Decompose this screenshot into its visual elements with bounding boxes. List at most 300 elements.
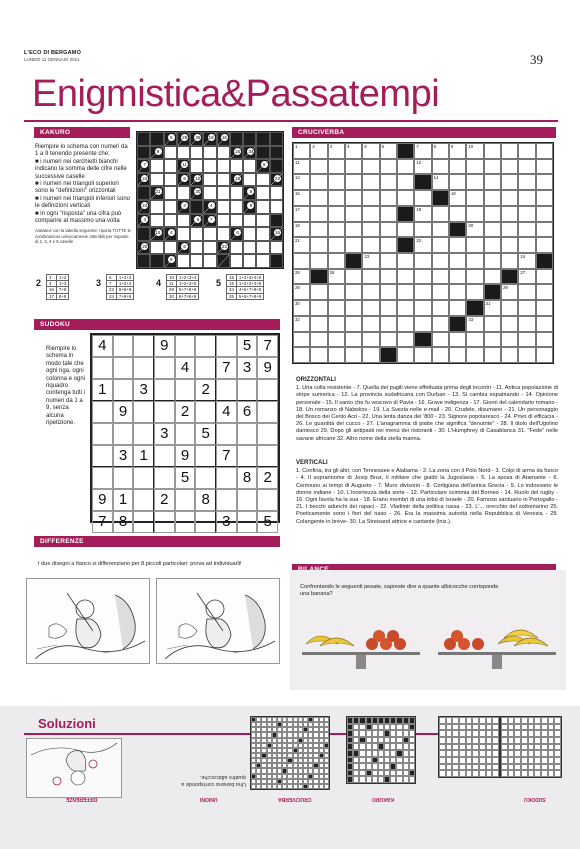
crossword-cell — [536, 143, 553, 159]
crossword-cell — [466, 316, 483, 332]
crossword-cell — [414, 206, 431, 222]
crossword-black-cell — [501, 269, 518, 285]
kakuro-grid — [136, 131, 284, 269]
crossword-black-cell — [397, 143, 414, 159]
solution-cell — [472, 757, 479, 764]
solution-cell — [548, 764, 555, 771]
sudoku-cell — [175, 511, 196, 533]
kakuro-clue-cell — [150, 186, 163, 200]
crossword-black-cell — [449, 222, 466, 238]
crossword-cell — [518, 237, 535, 253]
crossword-cell — [536, 190, 553, 206]
kakuro-clue-number: 16 — [235, 148, 241, 154]
solution-cell — [466, 757, 473, 764]
solution-cell — [452, 770, 459, 777]
solution-cell — [514, 730, 521, 737]
solution-cell — [534, 730, 541, 737]
kakuro-cell — [190, 227, 203, 241]
crossword-black-cell — [397, 206, 414, 222]
kakuro-instruction-line: Riempire lo schema con numeri da 1 a 9 tenendo presente che: — [35, 144, 128, 158]
solution-cell — [439, 764, 446, 771]
crossword-number: 28 — [295, 285, 300, 291]
page-title: Enigmistica&Passatempi — [32, 73, 440, 115]
sudoku-cell — [133, 357, 154, 379]
crossword-cell — [484, 174, 501, 190]
crossword-cell — [328, 300, 345, 316]
differenze-section-header: DIFFERENZE — [34, 536, 280, 547]
kakuro-clue-number: 16 — [274, 230, 280, 236]
solution-cell — [508, 730, 515, 737]
crossword-cell — [345, 300, 362, 316]
crossword-cell — [397, 174, 414, 190]
sudoku-cell: 8 — [195, 489, 216, 511]
kakuro-table-cell: 1+2 — [56, 275, 68, 281]
solution-cell — [459, 744, 466, 751]
crossword-cell — [432, 316, 449, 332]
solution-cell — [446, 770, 453, 777]
kakuro-clue-cell — [256, 146, 269, 160]
crossword-cell — [362, 159, 379, 175]
solution-cell — [479, 764, 486, 771]
crossword-cell — [414, 190, 431, 206]
crossword-cell — [449, 269, 466, 285]
solution-cell — [521, 730, 528, 737]
solution-cell — [514, 757, 521, 764]
solution-cell — [472, 764, 479, 771]
kakuro-clue-cell — [177, 200, 190, 214]
kakuro-clue-cell — [230, 173, 243, 187]
sudoku-cell — [175, 379, 196, 401]
crossword-cell — [536, 174, 553, 190]
solution-cell — [479, 724, 486, 731]
crossword-cell — [518, 174, 535, 190]
kakuro-table-cell: 16 — [47, 287, 57, 293]
solution-cell — [439, 717, 446, 724]
solution-cell — [472, 744, 479, 751]
kakuro-clue-number: 3 — [181, 202, 188, 209]
crossword-grid — [292, 142, 554, 364]
crossword-cell — [345, 206, 362, 222]
crossword-number: 33 — [468, 316, 474, 322]
kakuro-cell — [256, 227, 269, 241]
sudoku-cell: 3 — [154, 423, 175, 445]
crossword-cell — [432, 332, 449, 348]
crossword-cell — [345, 332, 362, 348]
crossword-cell — [501, 316, 518, 332]
scale-right — [438, 630, 556, 669]
solution-cell — [541, 757, 548, 764]
solution-cell — [479, 770, 486, 777]
solution-cell — [514, 717, 521, 724]
crossword-cell — [397, 347, 414, 363]
kakuro-table-cell: 8+9 — [56, 293, 68, 299]
crossword-cell — [345, 222, 362, 238]
kakuro-table-row — [47, 293, 69, 299]
crossword-number: 24 — [520, 254, 526, 259]
crossword-cell — [328, 190, 345, 206]
solution-cell — [472, 737, 479, 744]
crossword-cell — [449, 347, 466, 363]
solution-unioni-text: Una banana corrisponde a quattro albicocche. — [181, 774, 246, 787]
kakuro-cell — [243, 173, 256, 187]
crossword-cell — [397, 300, 414, 316]
kakuro-clue-cell — [177, 132, 190, 146]
crossword-cell — [484, 269, 501, 285]
kakuro-cell — [150, 241, 163, 255]
kakuro-clue-number: 6 — [181, 175, 188, 182]
sudoku-cell: 2 — [195, 379, 216, 401]
solution-cell — [534, 717, 541, 724]
crossword-cell — [328, 174, 345, 190]
crossword-cell — [293, 347, 310, 363]
kakuro-cell — [150, 159, 163, 173]
crossword-cell — [518, 143, 535, 159]
solution-cell — [514, 724, 521, 731]
sudoku-cell: 9 — [154, 335, 175, 357]
solution-cell — [521, 764, 528, 771]
sudoku-cell — [216, 467, 237, 489]
kakuro-clue-cell — [217, 132, 230, 146]
crossword-cell — [414, 237, 431, 253]
crossword-cell — [536, 159, 553, 175]
crossword-cell — [518, 300, 535, 316]
solution-cell — [528, 764, 535, 771]
crossword-cell — [310, 190, 327, 206]
solution-cell — [466, 744, 473, 751]
sudoku-cell — [133, 335, 154, 357]
sudoku-cell — [216, 489, 237, 511]
kakuro-clue-number: 29 — [182, 135, 188, 140]
solution-cell — [492, 744, 499, 751]
kakuro-clue-cell — [137, 132, 150, 146]
crossword-cell — [466, 159, 483, 175]
solution-cell — [554, 730, 561, 737]
solution-cell — [486, 737, 493, 744]
kakuro-clue-cell — [137, 254, 150, 268]
kakuro-table-row — [227, 281, 264, 287]
solution-cell — [492, 750, 499, 757]
solution-cell — [466, 737, 473, 744]
crossword-cell — [328, 143, 345, 159]
solution-cell — [409, 717, 415, 724]
crossword-black-cell — [536, 253, 553, 269]
crossword-number: 30 — [295, 301, 300, 307]
crossword-cell — [466, 332, 483, 348]
crossword-number: 29 — [503, 285, 508, 291]
sudoku-cell: 3 — [113, 445, 134, 467]
solution-cell — [459, 764, 466, 771]
kakuro-clue-cell — [177, 173, 190, 187]
kakuro-clue-number: 6 — [247, 188, 254, 195]
crossword-cell — [310, 237, 327, 253]
kakuro-cell — [230, 200, 243, 214]
solution-cell — [459, 724, 466, 731]
crossword-cell — [518, 269, 535, 285]
kakuro-clue-cell — [270, 132, 283, 146]
solution-cell — [508, 724, 515, 731]
solution-cell — [479, 757, 486, 764]
kakuro-clue-cell — [190, 173, 203, 187]
solution-cell — [459, 730, 466, 737]
kakuro-table-cell: 3 — [47, 275, 57, 281]
solution-cell — [452, 744, 459, 751]
kakuro-cell — [203, 159, 216, 173]
crossword-cell — [432, 269, 449, 285]
kakuro-cell — [230, 186, 243, 200]
solution-cell — [452, 750, 459, 757]
crossword-cell — [293, 222, 310, 238]
sudoku-instructions: Riempire lo schema in modo tale che ogni riga, ogni colonna e ogni riquadro contenga tutti i numeri da 1 a 9, senza alcuna ripetizione. — [46, 346, 86, 427]
sudoku-cell: 4 — [175, 357, 196, 379]
kakuro-cell — [256, 254, 269, 268]
crossword-cell — [466, 253, 483, 269]
solution-cell — [534, 750, 541, 757]
solution-cell — [446, 750, 453, 757]
kakuro-section-header: KAKURO — [34, 127, 130, 138]
sudoku-cell: 3 — [133, 379, 154, 401]
solution-cell — [459, 757, 466, 764]
crossword-cell — [380, 300, 397, 316]
kakuro-cell — [164, 241, 177, 255]
crossword-cell — [518, 253, 535, 269]
sudoku-cell: 9 — [113, 401, 134, 423]
kakuro-clue-number: 30 — [195, 189, 201, 195]
sudoku-cell: 7 — [92, 511, 113, 533]
crossword-cell — [293, 237, 310, 253]
solution-cell — [486, 750, 493, 757]
kakuro-clue-number: 9 — [168, 256, 175, 263]
crossword-cell — [362, 190, 379, 206]
solution-cell — [501, 764, 508, 771]
crossword-cell — [466, 347, 483, 363]
solution-cell — [554, 724, 561, 731]
kakuro-clue-cell — [190, 132, 203, 146]
crossword-cell — [293, 253, 310, 269]
solution-cell — [486, 764, 493, 771]
crossword-cell — [293, 284, 310, 300]
kakuro-table-cell: 6 — [107, 275, 117, 281]
kakuro-cell — [177, 227, 190, 241]
scales-illustration — [298, 614, 560, 676]
sudoku-cell — [92, 401, 113, 423]
crossword-cell — [362, 253, 379, 269]
sudoku-cell — [195, 357, 216, 379]
solution-cell — [479, 717, 486, 724]
kakuro-cell — [177, 254, 190, 268]
solution-cell — [439, 737, 446, 744]
crossword-cell — [432, 284, 449, 300]
crossword-black-cell — [380, 347, 397, 363]
sudoku-cell: 1 — [92, 379, 113, 401]
sudoku-cell — [257, 423, 278, 445]
crossword-cell — [328, 284, 345, 300]
sudoku-section-header: SUDOKU — [34, 319, 280, 330]
crossword-cell — [362, 206, 379, 222]
bilance-panel — [290, 570, 566, 690]
fisherman-illustration — [27, 739, 123, 799]
solution-label-cruciverba: CRUCIVERBA — [278, 796, 312, 802]
solution-cell — [486, 744, 493, 751]
crossword-cell — [414, 300, 431, 316]
crossword-cell — [536, 347, 553, 363]
crossword-black-cell — [484, 284, 501, 300]
kakuro-cell — [270, 186, 283, 200]
crossword-cell — [449, 143, 466, 159]
solution-label-unioni: UNIONI — [200, 796, 218, 802]
crossword-cell — [380, 159, 397, 175]
verticali-clues — [296, 460, 558, 526]
crossword-number: 13 — [295, 175, 300, 181]
crossword-cell — [432, 206, 449, 222]
kakuro-clue-number: 20 — [142, 243, 148, 249]
solution-cell — [409, 757, 415, 764]
crossword-cell — [466, 284, 483, 300]
crossword-number: 11 — [295, 159, 300, 165]
kakuro-cell — [217, 186, 230, 200]
solution-cell — [514, 744, 521, 751]
solution-label-sudoku: SUDOKU — [524, 796, 546, 802]
crossword-number: 21 — [295, 238, 300, 244]
kakuro-clue-number: 23 — [221, 243, 227, 249]
solution-cell — [492, 724, 499, 731]
sudoku-cell: 2 — [257, 467, 278, 489]
solution-cell — [501, 724, 508, 731]
crossword-cell — [518, 159, 535, 175]
crossword-cell — [293, 316, 310, 332]
crossword-cell — [466, 190, 483, 206]
kakuro-clue-cell — [137, 159, 150, 173]
kakuro-table-size: 5 — [216, 278, 222, 288]
sudoku-cell — [113, 423, 134, 445]
kakuro-cell — [203, 227, 216, 241]
kakuro-table-cell: 5+6+7+8+9 — [236, 293, 263, 299]
solution-cell — [508, 757, 515, 764]
solution-cell — [548, 717, 555, 724]
crossword-number: 3 — [329, 144, 333, 149]
kakuro-cell — [217, 227, 230, 241]
kakuro-cell — [150, 173, 163, 187]
kakuro-cell — [270, 200, 283, 214]
solution-cell — [324, 784, 329, 789]
solution-cell — [459, 737, 466, 744]
kakuro-cell — [203, 241, 216, 255]
solution-cell — [446, 764, 453, 771]
kakuro-cell — [203, 146, 216, 160]
solution-cell — [521, 717, 528, 724]
solution-cell — [439, 730, 446, 737]
crossword-cell — [345, 143, 362, 159]
kakuro-table-cell: 17 — [47, 293, 57, 299]
crossword-cell — [536, 269, 553, 285]
solution-cell — [501, 750, 508, 757]
crossword-number: 23 — [364, 254, 370, 259]
solution-cell — [452, 737, 459, 744]
crossword-cell — [293, 143, 310, 159]
solution-cell — [554, 744, 561, 751]
crossword-cell — [466, 174, 483, 190]
solution-cell — [439, 750, 446, 757]
crossword-cell — [397, 222, 414, 238]
solution-cell — [466, 770, 473, 777]
solution-cell — [472, 724, 479, 731]
solution-cell — [452, 717, 459, 724]
kakuro-cell — [164, 146, 177, 160]
kakuro-cell — [243, 159, 256, 173]
solution-cell — [541, 770, 548, 777]
kakuro-cell — [203, 173, 216, 187]
crossword-cell — [362, 269, 379, 285]
solution-cell — [486, 724, 493, 731]
solution-cell — [501, 757, 508, 764]
solution-cell — [492, 770, 499, 777]
crossword-cell — [518, 332, 535, 348]
solution-cell — [514, 770, 521, 777]
kakuro-clue-cell — [177, 159, 190, 173]
crossword-cell — [536, 316, 553, 332]
solution-cell — [439, 744, 446, 751]
crossword-cell — [414, 143, 431, 159]
crossword-cell — [484, 300, 501, 316]
kakuro-clue-cell — [150, 146, 163, 160]
crossword-number: 20 — [468, 222, 474, 228]
crossword-cell — [380, 222, 397, 238]
kakuro-cell — [177, 186, 190, 200]
crossword-cell — [449, 159, 466, 175]
crossword-number: 25 — [295, 269, 300, 275]
kakuro-table-cell: 35 — [227, 293, 237, 299]
kakuro-table-row — [227, 275, 264, 281]
crossword-cell — [432, 300, 449, 316]
crossword-cell — [328, 332, 345, 348]
crossword-cell — [397, 253, 414, 269]
solution-cell — [528, 770, 535, 777]
solution-cell — [514, 750, 521, 757]
solution-cell — [492, 757, 499, 764]
solution-cell — [492, 764, 499, 771]
kakuro-cell — [217, 146, 230, 160]
sudoku-cell — [195, 401, 216, 423]
sudoku-cell: 7 — [257, 335, 278, 357]
sudoku-cell — [175, 423, 196, 445]
sudoku-cell: 5 — [195, 423, 216, 445]
crossword-cell — [397, 332, 414, 348]
sudoku-cell — [113, 357, 134, 379]
sudoku-cell: 1 — [113, 489, 134, 511]
kakuro-table-cell: 1+2+3+4+6 — [236, 281, 263, 287]
sudoku-cell — [175, 335, 196, 357]
crossword-number: 2 — [312, 144, 315, 149]
crossword-cell — [449, 253, 466, 269]
sudoku-cell: 6 — [237, 401, 258, 423]
solution-cell — [409, 730, 415, 737]
crossword-cell — [293, 206, 310, 222]
solution-cell — [554, 764, 561, 771]
kakuro-instruction-line: ■ i numeri nei triangoli inferiori sono le definizioni verticali — [35, 195, 131, 210]
solution-cell — [554, 717, 561, 724]
crossword-cell — [536, 284, 553, 300]
crossword-number: 27 — [520, 269, 526, 275]
kakuro-clue-number: 34 — [248, 148, 254, 154]
solution-cell — [409, 724, 415, 731]
sudoku-cell: 9 — [92, 489, 113, 511]
crossword-cell — [484, 159, 501, 175]
kakuro-table-size: 3 — [96, 278, 102, 288]
solution-label-differenze: DIFFERENZE — [66, 796, 98, 802]
sudoku-cell: 7 — [216, 357, 237, 379]
crossword-cell — [466, 222, 483, 238]
publication-date: LUNEDÌ 11 GENNAIO 2021 — [24, 57, 80, 62]
crossword-number: 22 — [416, 238, 422, 244]
